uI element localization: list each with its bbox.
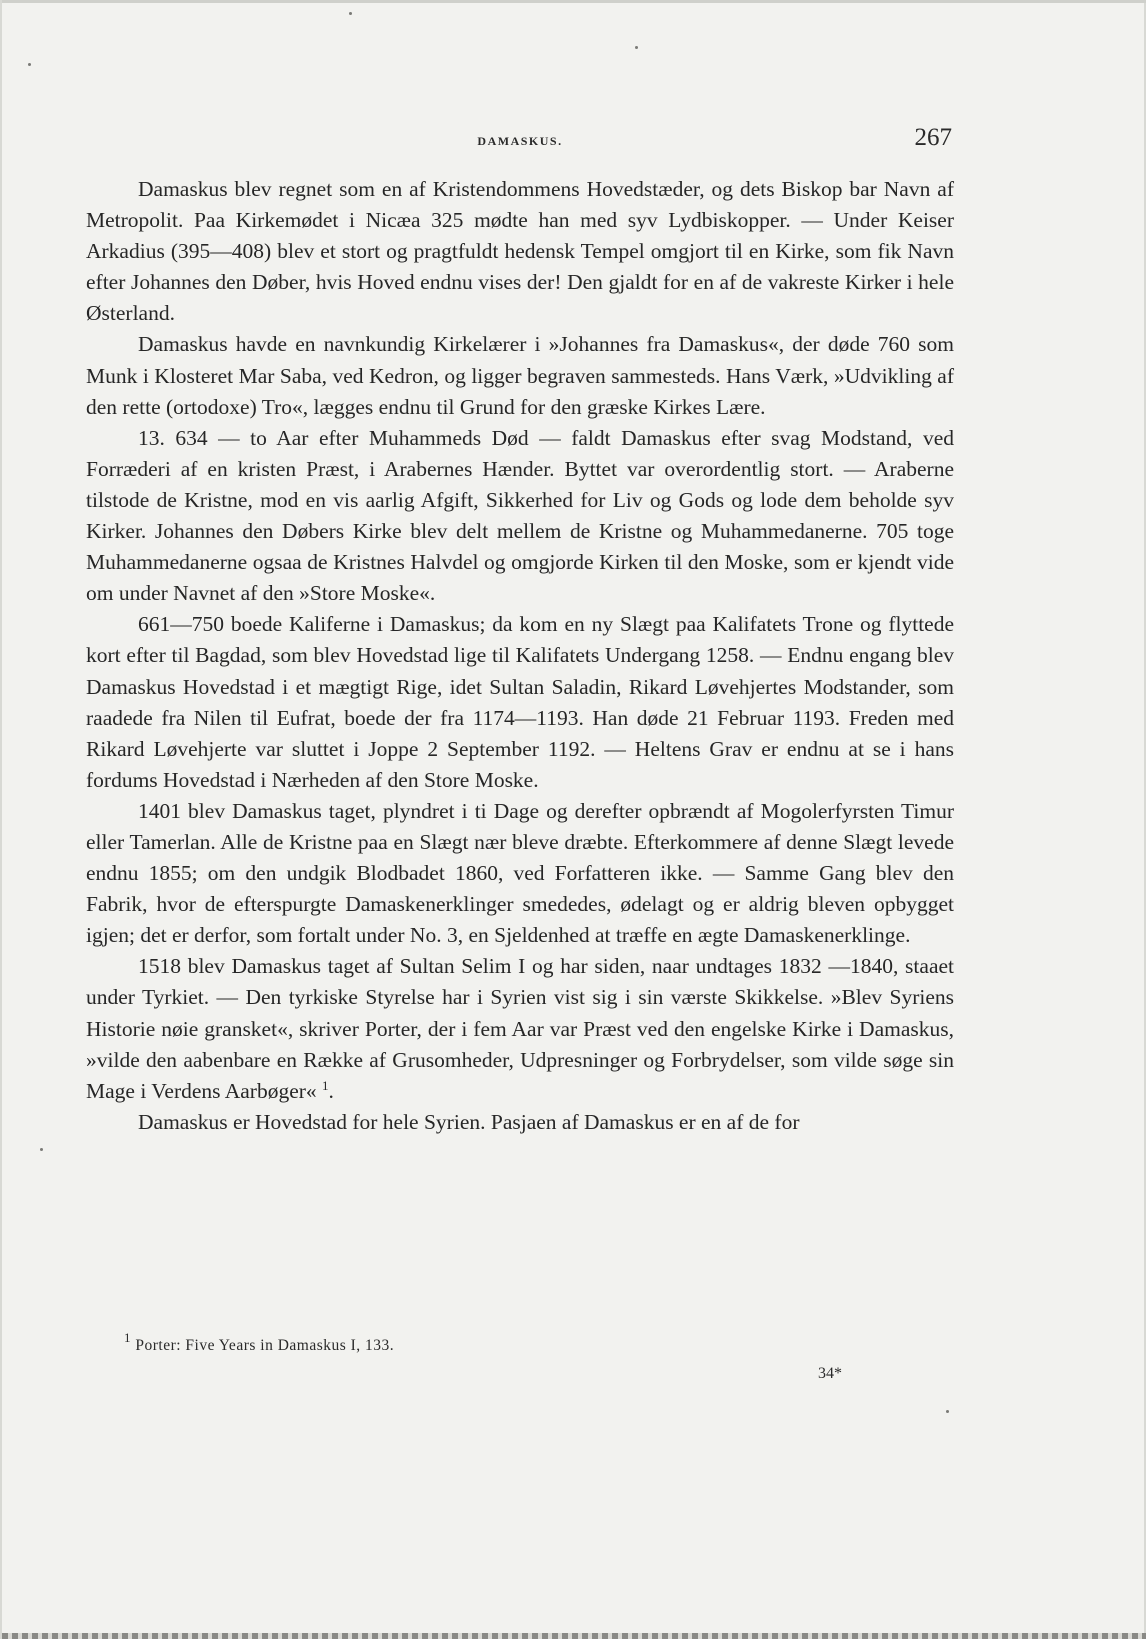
running-head: DAMASKUS. [477,134,563,148]
paragraph-2: Damaskus havde en navnkundig Kirkelærer i »Johannes fra Damaskus«, der døde 760 som Munk i Klosteret Mar Saba, ved Kedron, og ligger begraven sammesteds. Hans Værk, »Udvikling af den rette (ortodoxe) Tro«, lægges endnu til Grund for den græske Kirkes Lære. [86,332,954,419]
printer-signature: 34* [818,1365,842,1382]
footnote-marker: 1 [124,1330,131,1345]
paper-speck [946,1410,949,1413]
body-text [86,174,954,1138]
footnote [124,1330,395,1355]
footnote-reference: 1 [322,1077,329,1093]
page-header [86,124,954,160]
paragraph-3: 13. 634 — to Aar efter Muhammeds Død — faldt Damaskus efter svag Modstand, ved Forræderi af en kristen Præst, i Arabernes Hænder. Byttet var overordentlig stort. — Araberne tilstode de Kristne, mod en vis aarlig Afgift, Sikkerhed for Liv og Gods og lode dem beholde syv Kirker. Johannes den Døbers Kirke blev delt mellem de Kristne og Muhammedanerne. 705 toge Muhammedanerne ogsaa de Kristnes Halvdel og omgjorde Kirken til den Moske, som er kjendt vide om under Navnet af den »Store Moske«. [86,425,954,606]
paper-speck [635,46,638,49]
page-top-edge [2,0,1146,3]
paragraph-5: 1401 blev Damaskus taget, plyndret i ti Dage og derefter opbrændt af Mogolerfyrsten Timur eller Tamerlan. Alle de Kristne paa en Slægt nær bleve dræbte. Efterkommere af denne Slægt levede endnu 1855; om den undgik Blodbadet 1860, ved Forfatteren ikke. — Samme Gang blev den Fabrik, hvor de efterspurgte Damaskenerklinger smededes, ødelagt og er aldrig bleven opbygget igjen; det er derfor, som fortalt under No. 3, en Sjeldenhed at træffe en ægte Damaskenerklinge. [86,798,954,948]
paragraph-7: Damaskus er Hovedstad for hele Syrien. Pasjaen af Damaskus er en af de for [138,1109,800,1134]
page-number: 267 [914,124,952,151]
paper-speck [28,63,31,66]
paragraph-6: 1518 blev Damaskus taget af Sultan Selim I og har siden, naar undtages 1832 —1840, staaet under Tyrkiet. — Den tyrkiske Styrelse har i Syrien vist sig i sin værste Skikkelse. »Blev Syriens Historie nøie gransket«, skriver Porter, der i fem Aar var Præst ved den engelske Kirke i Damaskus, »vilde den aabenbare en Række af Grusomheder, Udpresninger og Forbrydelser, som vilde søge sin Mage i Verdens Aarbøger« $^1$. [86,954,954,1103]
paper-speck [40,1148,43,1151]
footnote-text: Porter: Five Years in Damaskus I, 133. [135,1337,395,1354]
page-bottom-edge [2,1633,1146,1639]
paragraph-4: 661—750 boede Kaliferne i Damaskus; da kom en ny Slægt paa Kalifatets Trone og flyttede kort efter til Bagdad, som blev Hovedstad lige til Kalifatets Undergang 1258. — Endnu engang blev Damaskus Hovedstad i et mægtigt Rige, idet Sultan Saladin, Rikard Løvehjertes Modstander, som raadede fra Nilen til Eufrat, boede der fra 1174—1193. Han døde 21 Februar 1193. Freden med Rikard Løvehjerte var sluttet i Joppe 2 September 1192. — Heltens Grav er endnu at se i hans fordums Hovedstad i Nærheden af den Store Moske. [86,612,954,792]
paper-speck [349,12,352,15]
paragraph-6-text: 1518 blev Damaskus taget af Sultan Selim I og har siden, naar undtages 1832 —1840, staaet under Tyrkiet. — Den tyrkiske Styrelse har i Syrien vist sig i sin værste Skikkelse. »Blev Syriens Historie nøie gransket«, skriver Porter, der i fem Aar var Præst ved den engelske Kirke i Damaskus, »vilde den aabenbare en Række af Grusomheder, Udpresninger og Forbrydelser, som vilde søge sin Mage i Verdens Aarbøger« [86,954,954,1103]
paragraph-1: Damaskus blev regnet som en af Kristendommens Hovedstæder, og dets Biskop bar Navn af Metropolit. Paa Kirkemødet i Nicæa 325 mødte han med syv Lydbiskopper. — Under Keiser Arkadius (395—408) blev et stort og pragtfuldt hedensk Tempel omgjort til en Kirke, som fik Navn efter Johannes den Døber, hvis Hoved endnu vises der! Den gjaldt for en af de vakreste Kirker i hele Østerland. [86,177,954,326]
